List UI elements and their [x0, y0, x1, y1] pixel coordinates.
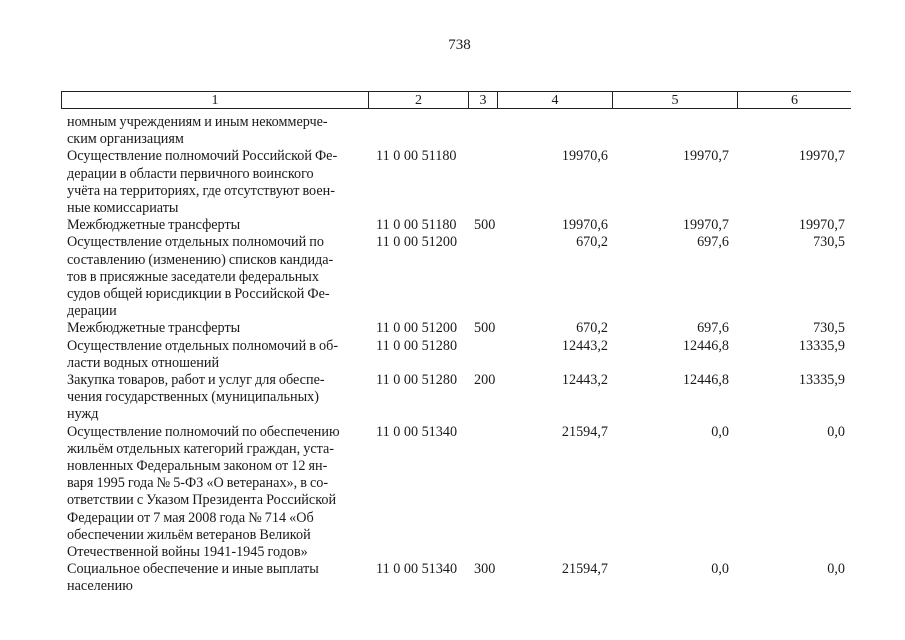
row-description — [67, 217, 365, 234]
amount-col-4: 670,2 — [576, 320, 608, 337]
description-line: нужд — [67, 406, 99, 423]
expense-type-code: 500 — [474, 320, 496, 337]
table-row — [0, 424, 905, 562]
row-description — [67, 320, 365, 337]
description-line: Межбюджетные трансферты — [67, 217, 241, 234]
amount-col-6: 19970,7 — [798, 148, 845, 165]
description-line: Отечественной войны 1941-1945 годов» — [67, 544, 308, 561]
row-description — [67, 114, 365, 148]
table-row — [0, 372, 905, 424]
description-line: обеспечении жильём ветеранов Великой — [67, 526, 311, 543]
amount-col-4: 12443,2 — [561, 337, 608, 354]
description-line: составлению (изменению) списков кандида- — [67, 251, 334, 268]
amount-col-6: 730,5 — [813, 234, 845, 251]
amount-col-5: 19970,7 — [682, 217, 729, 234]
row-description — [67, 234, 365, 320]
amount-col-4: 19970,6 — [561, 217, 608, 234]
description-line: новленных Федеральным законом от 12 ян- — [67, 458, 328, 475]
row-description — [67, 372, 365, 424]
page-number: 738 — [448, 37, 471, 53]
description-line: учёта на территориях, где отсутствуют воен- — [67, 182, 335, 199]
classification-code: 11 0 00 51180 — [376, 217, 457, 234]
expense-type-code: 300 — [474, 561, 496, 578]
description-line: дерации — [67, 303, 117, 320]
description-line: населению — [67, 578, 133, 595]
expense-type-code: 200 — [474, 372, 496, 389]
description-line: Осуществление полномочий по обеспечению — [67, 423, 340, 440]
description-line: чения государственных (муниципальных) — [67, 389, 319, 406]
table-row — [0, 320, 905, 337]
amount-col-4: 21594,7 — [561, 561, 608, 578]
header-col-5: 5 — [613, 92, 738, 109]
amount-col-6: 19970,7 — [798, 217, 845, 234]
description-line: Закупка товаров, работ и услуг для обеспе- — [67, 372, 325, 389]
classification-code: 11 0 00 51200 — [376, 234, 458, 251]
table-header — [61, 91, 851, 109]
amount-col-5: 12446,8 — [682, 372, 729, 389]
classification-code: 11 0 00 51340 — [376, 423, 458, 440]
amount-col-6: 0,0 — [827, 423, 845, 440]
amount-col-4: 21594,7 — [561, 423, 608, 440]
amount-col-5: 0,0 — [711, 561, 729, 578]
table-row — [0, 234, 905, 320]
classification-code: 11 0 00 51280 — [376, 337, 458, 354]
amount-col-6: 13335,9 — [798, 372, 845, 389]
description-line: Федерации от 7 мая 2008 года № 714 «Об — [67, 509, 314, 526]
description-line: тов в присяжные заседатели федеральных — [67, 268, 319, 285]
amount-col-4: 670,2 — [576, 234, 608, 251]
header-col-2: 2 — [369, 92, 469, 109]
description-line: ответствии с Указом Президента Российской — [67, 492, 337, 509]
table-row — [0, 114, 905, 148]
amount-col-5: 0,0 — [711, 423, 729, 440]
header-col-3: 3 — [469, 92, 498, 109]
description-line: номным учреждениям и иным некоммерче- — [67, 114, 328, 130]
amount-col-5: 19970,7 — [682, 148, 729, 165]
amount-col-5: 697,6 — [697, 320, 729, 337]
table-row — [0, 561, 905, 595]
classification-code: 11 0 00 51180 — [376, 148, 457, 165]
table-body — [0, 114, 905, 596]
expense-type-code: 500 — [474, 217, 496, 234]
description-line: ласти водных отношений — [67, 354, 220, 371]
amount-col-4: 19970,6 — [561, 148, 608, 165]
description-line: судов общей юрисдикции в Российской Фе- — [67, 286, 330, 303]
classification-code: 11 0 00 51200 — [376, 320, 458, 337]
row-description — [67, 338, 365, 372]
header-col-6: 6 — [791, 93, 798, 108]
description-line: ные комиссариаты — [67, 200, 179, 217]
header-col-1: 1 — [62, 92, 369, 109]
row-description — [67, 148, 365, 217]
description-line: жильём отдельных категорий граждан, уста- — [67, 440, 335, 457]
classification-code: 11 0 00 51340 — [376, 561, 458, 578]
description-line: ским организациям — [67, 131, 184, 148]
amount-col-6: 0,0 — [827, 561, 845, 578]
description-line: Осуществление отдельных полномочий в об- — [67, 337, 339, 354]
table-row — [0, 338, 905, 372]
classification-code: 11 0 00 51280 — [376, 372, 458, 389]
amount-col-6: 13335,9 — [798, 337, 845, 354]
table-row — [0, 217, 905, 234]
table-row — [0, 148, 905, 217]
header-col-4: 4 — [498, 92, 613, 109]
description-line: Социальное обеспечение и иные выплаты — [67, 561, 319, 578]
description-line: Осуществление отдельных полномочий по — [67, 234, 324, 251]
description-line: дерации в области первичного воинского — [67, 165, 314, 182]
description-line: Межбюджетные трансферты — [67, 320, 241, 337]
amount-col-4: 12443,2 — [561, 372, 608, 389]
description-line: варя 1995 года № 5-ФЗ «О ветеранах», в со- — [67, 475, 329, 492]
description-line: Осуществление полномочий Российской Фе- — [67, 148, 338, 165]
row-description — [67, 561, 365, 595]
row-description — [67, 424, 365, 562]
amount-col-6: 730,5 — [813, 320, 845, 337]
amount-col-5: 697,6 — [697, 234, 729, 251]
amount-col-5: 12446,8 — [682, 337, 729, 354]
